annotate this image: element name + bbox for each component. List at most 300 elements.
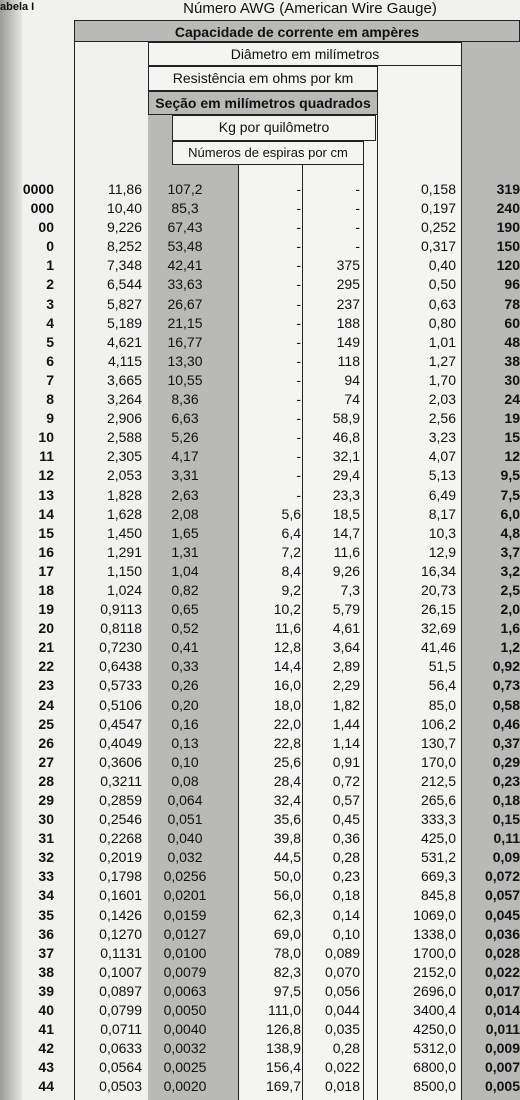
cell-kg: 94 (344, 371, 360, 388)
cell-espiras: 44,5 (273, 849, 301, 866)
cell-awg: 39 (38, 982, 54, 999)
cell-kg: 118 (337, 352, 360, 369)
cell-awg: 23 (38, 677, 54, 694)
cell-espiras: 9,2 (281, 581, 301, 598)
cell-resistencia: 212,5 (420, 772, 456, 789)
cell-espiras: 6,4 (281, 524, 301, 541)
header-secao: Seção em milímetros quadrados (148, 91, 378, 115)
col-diametro (82, 180, 142, 1097)
cell-awg: 20 (38, 620, 54, 637)
cell-resistencia: 0,317 (420, 238, 456, 255)
cell-secao: 16,77 (167, 333, 203, 350)
cell-corrente: 0,036 (484, 925, 520, 942)
cell-diametro: 0,1270 (99, 925, 142, 942)
cell-secao: 2,63 (171, 486, 199, 503)
cell-corrente: 0,017 (484, 982, 520, 999)
line-espiras-right (363, 141, 364, 1100)
cell-awg: 26 (38, 734, 54, 751)
header-resistencia: Resistência em ohms por km (148, 66, 378, 91)
cell-awg: 30 (38, 811, 54, 828)
cell-corrente: 0,29 (492, 753, 520, 770)
cell-corrente: 0,045 (484, 906, 520, 923)
cell-secao: 13,30 (167, 352, 203, 369)
cell-espiras: - (296, 333, 301, 350)
cell-corrente: 48 (504, 333, 520, 350)
cell-espiras: 18,0 (273, 696, 301, 713)
cell-diametro: 0,1007 (99, 963, 142, 980)
cell-resistencia: 6,49 (428, 486, 456, 503)
cell-corrente: 78 (504, 295, 520, 312)
cell-resistencia: 4250,0 (413, 1021, 456, 1038)
cell-awg: 10 (38, 429, 54, 446)
cell-espiras: 39,8 (273, 830, 301, 847)
cell-awg: 22 (38, 658, 54, 675)
cell-corrente: 0,09 (492, 849, 520, 866)
cell-awg: 17 (38, 562, 54, 579)
cell-espiras: 25,6 (273, 753, 301, 770)
cell-resistencia: 20,73 (420, 581, 456, 598)
cell-resistencia: 1,27 (428, 352, 456, 369)
cell-kg: 0,18 (332, 887, 360, 904)
cell-espiras: 28,4 (273, 772, 301, 789)
cell-resistencia: 845,8 (420, 887, 456, 904)
cell-corrente: 150 (496, 238, 520, 255)
cell-resistencia: 5312,0 (413, 1040, 456, 1057)
cell-secao: 21,15 (167, 314, 203, 331)
cell-diametro: 3,264 (106, 391, 142, 408)
cell-kg: 0,36 (332, 830, 360, 847)
cell-secao: 67,43 (167, 219, 203, 236)
cell-secao: 8,36 (171, 391, 199, 408)
cell-corrente: 24 (504, 391, 520, 408)
cell-secao: 0,051 (167, 811, 203, 828)
cell-secao: 10,55 (167, 371, 203, 388)
col-espiras (236, 180, 301, 1097)
cell-resistencia: 669,3 (420, 868, 456, 885)
cell-resistencia: 0,80 (428, 314, 456, 331)
cell-resistencia: 130,7 (420, 734, 456, 751)
cell-resistencia: 0,63 (428, 295, 456, 312)
cell-corrente: 0,005 (484, 1078, 520, 1095)
cell-corrente: 60 (504, 314, 520, 331)
cell-espiras: 7,2 (281, 543, 301, 560)
col-secao (150, 180, 220, 1097)
cell-corrente: 3,7 (500, 543, 520, 560)
cell-awg: 9 (46, 410, 54, 427)
cell-resistencia: 3,23 (428, 429, 456, 446)
cell-resistencia: 106,2 (420, 715, 456, 732)
cell-diametro: 0,0633 (99, 1040, 142, 1057)
cell-espiras: - (296, 276, 301, 293)
cell-corrente: 0,009 (484, 1040, 520, 1057)
cell-diametro: 0,3606 (99, 753, 142, 770)
cell-kg: 14,7 (332, 524, 360, 541)
cell-espiras: 50,0 (273, 868, 301, 885)
cell-kg: - (355, 181, 360, 197)
cell-diametro: 1,150 (106, 562, 142, 579)
cell-awg: 14 (38, 505, 54, 522)
cell-resistencia: 333,3 (420, 811, 456, 828)
cell-corrente: 0,11 (493, 830, 520, 847)
cell-diametro: 11,86 (108, 181, 142, 197)
cell-diametro: 4,621 (106, 333, 142, 350)
cell-resistencia: 4,07 (428, 448, 456, 465)
cell-diametro: 1,024 (106, 581, 142, 598)
col-corrente (464, 180, 520, 1097)
cell-awg: 6 (46, 352, 54, 369)
cell-kg: 32,1 (332, 448, 360, 465)
cell-kg: 0,022 (324, 1059, 360, 1076)
cell-kg: 0,57 (332, 792, 360, 808)
table-tag: abela I (0, 1, 35, 13)
cell-resistencia: 170,0 (420, 753, 456, 770)
cell-corrente: 3,2 (500, 562, 520, 579)
cell-espiras: 78,0 (273, 944, 301, 961)
cell-resistencia: 425,0 (420, 830, 456, 847)
cell-kg: 4,61 (332, 620, 360, 637)
cell-secao: 0,0201 (163, 887, 207, 904)
cell-espiras: 12,8 (273, 639, 301, 656)
cell-diametro: 10,40 (106, 200, 142, 217)
cell-diametro: 0,0897 (99, 982, 142, 999)
cell-espiras: - (296, 200, 301, 217)
cell-secao: 0,08 (171, 772, 199, 789)
cell-corrente: 190 (496, 219, 520, 236)
cell-espiras: - (296, 429, 301, 446)
cell-secao: 0,0079 (163, 963, 207, 980)
cell-awg: 0000 (22, 181, 54, 197)
cell-corrente: 0,46 (492, 715, 520, 732)
cell-resistencia: 0,50 (428, 276, 456, 293)
cell-corrente: 19 (504, 410, 520, 427)
cell-secao: 26,67 (167, 295, 203, 312)
cell-kg: 9,26 (332, 562, 360, 579)
cell-secao: 0,032 (167, 849, 203, 866)
cell-corrente: 1,2 (500, 639, 520, 656)
cell-corrente: 6,0 (500, 505, 520, 522)
cell-resistencia: 3400,4 (413, 1002, 456, 1019)
cell-secao: 0,0032 (163, 1040, 207, 1057)
cell-diametro: 0,4547 (99, 715, 142, 732)
cell-secao: 1,65 (171, 524, 199, 541)
cell-secao: 0,33 (171, 658, 199, 675)
cell-kg: 0,056 (324, 982, 360, 999)
cell-awg: 24 (38, 696, 54, 713)
cell-resistencia: 5,13 (428, 467, 456, 484)
cell-awg: 25 (38, 715, 54, 732)
cell-kg: 0,23 (332, 868, 360, 885)
cell-espiras: 16,0 (273, 677, 301, 694)
cell-espiras: 22,8 (273, 734, 301, 751)
cell-corrente: 30 (504, 371, 520, 388)
cell-awg: 35 (38, 906, 54, 923)
cell-secao: 0,0020 (163, 1078, 207, 1095)
cell-awg: 0 (46, 238, 54, 255)
cell-awg: 4 (46, 314, 54, 331)
cell-corrente: 319 (496, 181, 520, 197)
line-espiras-left (302, 165, 303, 1100)
cell-corrente: 12 (504, 448, 520, 465)
cell-diametro: 2,588 (106, 429, 142, 446)
cell-espiras: 32,4 (273, 792, 301, 808)
cell-awg: 36 (38, 925, 54, 942)
cell-espiras: 169,7 (265, 1078, 301, 1095)
cell-resistencia: 85,0 (428, 696, 456, 713)
cell-corrente: 120 (496, 257, 520, 274)
cell-espiras: 11,6 (274, 620, 301, 637)
cell-secao: 0,0159 (163, 906, 207, 923)
cell-espiras: 82,3 (273, 963, 301, 980)
cell-kg: 188 (336, 314, 360, 331)
cell-kg: 295 (336, 276, 360, 293)
cell-secao: 3,31 (171, 467, 199, 484)
cell-diametro: 0,6438 (99, 658, 142, 675)
cell-resistencia: 1069,0 (413, 906, 456, 923)
cell-secao: 0,064 (167, 792, 203, 808)
cell-corrente: 240 (496, 200, 520, 217)
cell-diametro: 2,305 (106, 448, 142, 465)
cell-espiras: 22,0 (273, 715, 301, 732)
cell-secao: 1,31 (171, 543, 199, 560)
cell-secao: 4,17 (171, 448, 199, 465)
cell-espiras: - (296, 371, 301, 388)
cell-awg: 18 (38, 581, 54, 598)
cell-kg: 0,044 (324, 1002, 360, 1019)
cell-kg: 0,72 (332, 772, 360, 789)
cell-awg: 3 (46, 295, 54, 312)
cell-secao: 0,16 (171, 715, 199, 732)
cell-secao: 107,2 (167, 181, 203, 197)
cell-diametro: 7,348 (106, 257, 142, 274)
cell-awg: 21 (38, 639, 54, 656)
cell-corrente: 0,057 (484, 887, 520, 904)
cell-awg: 5 (46, 333, 54, 350)
page-title: Número AWG (American Wire Gauge) (183, 0, 437, 17)
cell-diametro: 3,665 (106, 371, 142, 388)
cell-diametro: 2,906 (106, 410, 142, 427)
cell-kg: 149 (336, 333, 360, 350)
cell-corrente: 0,37 (492, 734, 520, 751)
cell-diametro: 9,226 (106, 219, 142, 236)
cell-secao: 0,10 (171, 753, 199, 770)
cell-awg: 12 (38, 467, 54, 484)
cell-corrente: 2,5 (500, 581, 520, 598)
cell-espiras: 138,9 (265, 1040, 301, 1057)
cell-kg: 5,79 (332, 601, 360, 618)
cell-kg: 0,28 (332, 1040, 360, 1057)
cell-espiras: 56,0 (273, 887, 301, 904)
cell-secao: 0,26 (171, 677, 199, 694)
cell-diametro: 0,2019 (99, 849, 142, 866)
cell-kg: 237 (336, 295, 360, 312)
cell-espiras: - (296, 410, 301, 427)
cell-corrente: 96 (504, 276, 520, 293)
cell-resistencia: 0,197 (420, 200, 456, 217)
cell-corrente: 0,23 (492, 772, 520, 789)
cell-resistencia: 0,252 (420, 219, 456, 236)
cell-corrente: 0,73 (492, 677, 520, 694)
cell-resistencia: 12,9 (428, 543, 456, 560)
cell-corrente: 0,028 (484, 944, 520, 961)
cell-espiras: 35,6 (273, 811, 301, 828)
cell-kg: 74 (344, 391, 360, 408)
cell-secao: 0,0256 (163, 868, 207, 885)
cell-resistencia: 16,34 (420, 562, 456, 579)
cell-awg: 8 (46, 391, 54, 408)
cell-secao: 0,20 (171, 696, 199, 713)
cell-resistencia: 1,01 (428, 333, 456, 350)
cell-espiras: 111,0 (268, 1002, 301, 1019)
cell-resistencia: 265,6 (420, 792, 456, 808)
cell-corrente: 0,014 (484, 1002, 520, 1019)
cell-resistencia: 2,56 (428, 410, 456, 427)
cell-espiras: - (296, 352, 301, 369)
cell-awg: 19 (38, 601, 54, 618)
cell-secao: 6,63 (171, 410, 199, 427)
cell-awg: 7 (46, 371, 54, 388)
cell-secao: 0,040 (167, 830, 203, 847)
cell-awg: 2 (46, 276, 54, 293)
header-diametro: Diâmetro em milímetros (148, 42, 462, 66)
cell-diametro: 1,291 (106, 543, 142, 560)
cell-secao: 0,0025 (163, 1059, 207, 1076)
cell-secao: 0,0050 (163, 1002, 207, 1019)
cell-diametro: 0,0503 (99, 1078, 142, 1095)
cell-diametro: 0,1798 (99, 868, 142, 885)
cell-resistencia: 1700,0 (413, 944, 456, 961)
cell-espiras: 156,4 (265, 1059, 301, 1076)
cell-diametro: 0,5106 (99, 696, 142, 713)
cell-diametro: 0,0799 (99, 1002, 142, 1019)
cell-kg: 18,5 (332, 505, 360, 522)
cell-corrente: 1,6 (500, 620, 520, 637)
cell-kg: 7,3 (340, 581, 360, 598)
cell-espiras: - (296, 257, 301, 274)
cell-kg: 375 (336, 257, 360, 274)
cell-secao: 0,0100 (163, 944, 207, 961)
cell-resistencia: 2152,0 (413, 963, 456, 980)
cell-secao: 0,82 (171, 581, 199, 598)
cell-resistencia: 8500,0 (413, 1078, 456, 1095)
cell-espiras: 8,4 (281, 562, 301, 579)
cell-diametro: 5,189 (106, 314, 142, 331)
cell-awg: 13 (38, 486, 54, 503)
header-espiras: Números de espiras por cm (172, 141, 364, 165)
cell-resistencia: 10,3 (428, 524, 456, 541)
cell-diametro: 0,2546 (99, 811, 142, 828)
cell-corrente: 7,5 (500, 486, 520, 503)
header-corrente: Capacidade de corrente em ampères (74, 20, 520, 42)
cell-corrente: 0,022 (484, 963, 520, 980)
cell-awg: 32 (38, 849, 54, 866)
cell-kg: 1,14 (332, 734, 360, 751)
cell-corrente: 0,58 (492, 696, 520, 713)
cell-corrente: 15 (504, 429, 520, 446)
cell-awg: 43 (38, 1059, 54, 1076)
cell-resistencia: 41,46 (420, 639, 456, 656)
cell-resistencia: 26,15 (420, 601, 456, 618)
cell-kg: 0,28 (332, 849, 360, 866)
cell-diametro: 4,115 (108, 352, 142, 369)
cell-espiras: - (296, 391, 301, 408)
cell-kg: 0,91 (332, 753, 360, 770)
header-kg: Kg por quilômetro (172, 115, 376, 141)
cell-diametro: 0,1601 (99, 887, 142, 904)
cell-resistencia: 8,17 (428, 505, 456, 522)
cell-espiras: - (296, 295, 301, 312)
cell-kg: 29,4 (332, 467, 360, 484)
cell-secao: 0,0127 (163, 925, 207, 942)
cell-secao: 5,26 (171, 429, 199, 446)
cell-diametro: 0,3211 (100, 772, 142, 789)
cell-espiras: - (296, 486, 301, 503)
cell-kg: 0,14 (332, 906, 360, 923)
cell-espiras: 5,6 (281, 505, 301, 522)
cell-resistencia: 531,2 (420, 849, 456, 866)
cell-kg: 11,6 (333, 543, 360, 560)
cell-secao: 0,0063 (163, 982, 207, 999)
cell-diametro: 0,0711 (100, 1021, 142, 1038)
cell-secao: 0,0040 (163, 1021, 207, 1038)
cell-awg: 28 (38, 772, 54, 789)
cell-espiras: 62,3 (273, 906, 301, 923)
cell-resistencia: 32,69 (420, 620, 456, 637)
cell-kg: 0,10 (332, 925, 360, 942)
cell-diametro: 0,8118 (100, 620, 142, 637)
cell-secao: 33,63 (167, 276, 203, 293)
cell-diametro: 5,827 (106, 295, 142, 312)
cell-kg: 0,035 (324, 1021, 360, 1038)
cell-corrente: 9,5 (500, 467, 520, 484)
cell-corrente: 0,072 (484, 868, 520, 885)
cell-diametro: 6,544 (106, 276, 142, 293)
cell-diametro: 0,7230 (99, 639, 142, 656)
cell-resistencia: 2696,0 (413, 982, 456, 999)
cell-corrente: 38 (504, 352, 520, 369)
cell-kg: - (355, 200, 360, 217)
cell-awg: 33 (38, 868, 54, 885)
cell-diametro: 8,252 (106, 238, 142, 255)
cell-diametro: 0,4049 (99, 734, 142, 751)
cell-espiras: - (296, 448, 301, 465)
cell-secao: 42,41 (167, 257, 203, 274)
cell-kg: 2,89 (332, 658, 360, 675)
cell-resistencia: 0,40 (428, 257, 456, 274)
cell-awg: 40 (38, 1002, 54, 1019)
cell-kg: 1,82 (332, 696, 360, 713)
cell-espiras: - (296, 467, 301, 484)
cell-awg: 11 (39, 448, 54, 465)
cell-awg: 00 (38, 219, 54, 236)
cell-espiras: 97,5 (273, 982, 301, 999)
cell-espiras: 10,2 (273, 601, 301, 618)
cell-awg: 000 (30, 200, 54, 217)
cell-diametro: 2,053 (106, 467, 142, 484)
col-resistencia (378, 180, 456, 1097)
cell-diametro: 1,628 (106, 505, 142, 522)
cell-kg: 23,3 (332, 486, 360, 503)
col-awg (14, 180, 54, 1097)
cell-resistencia: 1,70 (428, 371, 456, 388)
cell-kg: 3,64 (332, 639, 360, 656)
cell-awg: 34 (38, 887, 54, 904)
cell-diametro: 0,2859 (99, 792, 142, 808)
cell-kg: 0,45 (332, 811, 360, 828)
cell-awg: 38 (38, 963, 54, 980)
cell-awg: 41 (38, 1021, 54, 1038)
cell-espiras: 14,4 (273, 658, 301, 675)
cell-awg: 1 (46, 257, 54, 274)
